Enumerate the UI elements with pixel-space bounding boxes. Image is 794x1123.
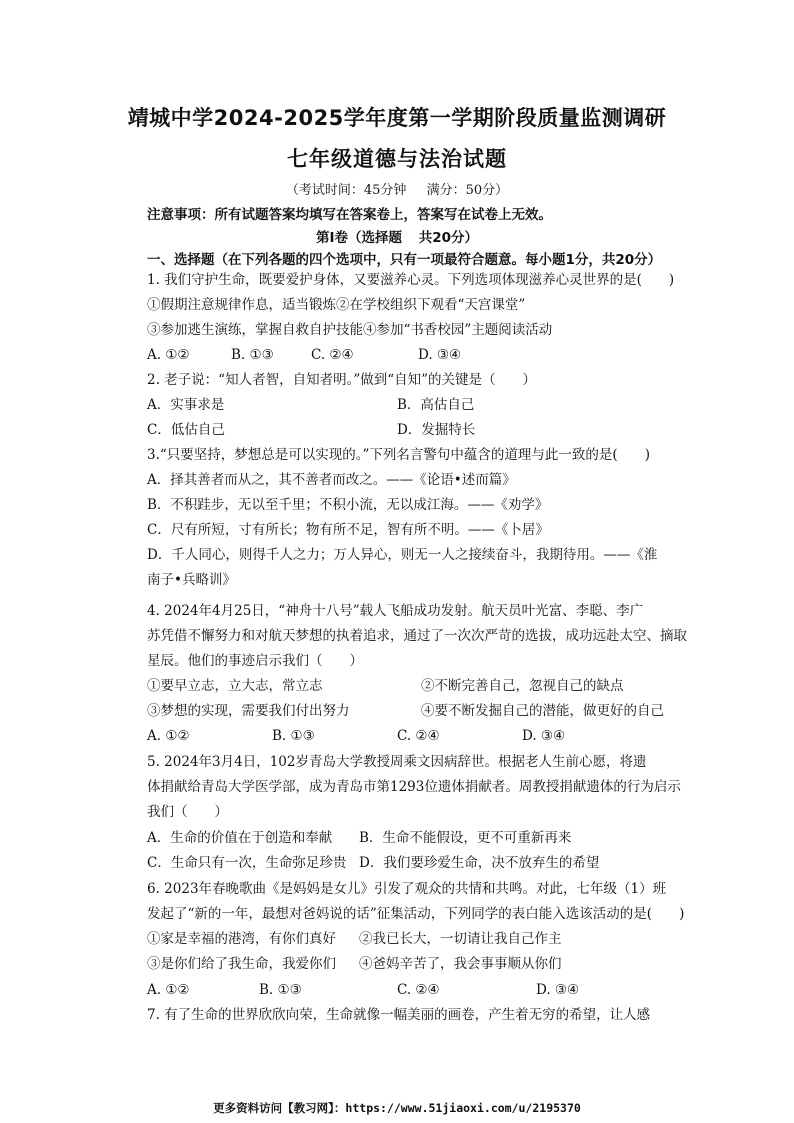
question-5-stem-cont: 我们（ ） bbox=[147, 804, 228, 820]
exam-time: （考试时间：45分钟 bbox=[285, 183, 407, 198]
question-4-statement: ②不断完善自己，忽视自己的缺点 bbox=[421, 678, 624, 694]
exam-title: 靖城中学2024-2025学年度第一学期阶段质量监测调研 bbox=[127, 106, 667, 130]
question-6-option-c: C. ②④ bbox=[397, 982, 440, 998]
question-4-statement: ①要早立志，立大志，常立志 bbox=[147, 678, 323, 694]
footer-link[interactable]: 更多资料访问【教习网】：https://www.51jiaoxi.com/u/2195370 bbox=[213, 1101, 581, 1115]
question-5-stem-cont: 体捐献给青岛大学医学部，成为青岛市第1293位遗体捐献者。周教授捐献遗体的行为启示 bbox=[147, 779, 681, 795]
question-4-option-a: A. ①② bbox=[147, 728, 190, 744]
question-2-option-b: B．高估自己 bbox=[397, 397, 475, 413]
question-2-option-c: C．低估自己 bbox=[147, 422, 225, 438]
question-3-stem: 3.“只要坚持，梦想总是可以实现的。”下列名言警句中蕴含的道理与此一致的是( ) bbox=[147, 447, 650, 463]
full-score: 满分：50分） bbox=[426, 183, 509, 198]
question-3-option-b: B．不积跬步，无以至千里；不积小流，无以成江海。——《劝学》 bbox=[147, 497, 549, 513]
question-2-option-a: A．实事求是 bbox=[147, 397, 225, 413]
question-6-option-d: D. ③④ bbox=[536, 982, 580, 998]
question-1-option-b: B. ①③ bbox=[231, 347, 274, 363]
question-5-option-d: D．我们要珍爱生命，决不放弃生的希望 bbox=[359, 855, 600, 871]
exam-subtitle: 七年级道德与法治试题 bbox=[287, 147, 507, 171]
question-2-option-d: D．发掘特长 bbox=[397, 422, 476, 438]
question-1-stem: 1. 我们守护生命，既要爱护身体，又要滋养心灵。下列选项体现滋养心灵世界的是( ) bbox=[147, 272, 675, 288]
question-1-statement: ③参加逃生演练，掌握自救自护技能④参加“书香校园”主题阅读活动 bbox=[147, 322, 553, 338]
question-1-option-c: C. ②④ bbox=[311, 347, 354, 363]
question-3-option-a: A．择其善者而从之，其不善者而改之。——《论语•述而篇》 bbox=[147, 472, 516, 488]
question-5-option-b: B．生命不能假设，更不可重新再来 bbox=[359, 830, 572, 846]
question-7-stem: 7. 有了生命的世界欣欣向荣，生命就像一幅美丽的画卷，产生着无穷的希望，让人感 bbox=[147, 1007, 651, 1023]
question-4-stem-cont: 苏凭借不懈努力和对航天梦想的执着追求，通过了一次次严苛的选拔，成功远赴太空、摘取 bbox=[147, 628, 687, 644]
question-4-statement: ③梦想的实现，需要我们付出努力 bbox=[147, 703, 350, 719]
question-6-option-b: B. ①③ bbox=[259, 982, 302, 998]
question-6-stem-cont: 发起了“新的一年，最想对爸妈说的话”征集活动，下列同学的表白能入选该活动的是( ) bbox=[147, 906, 685, 922]
question-3-option-c: C．尺有所短，寸有所长；物有所不足，智有所不明。——《卜居》 bbox=[147, 522, 549, 538]
question-4-stem: 4. 2024年4月25日，“神舟十八号”载人飞船成功发射。航天员叶光富、李聪、李广 bbox=[147, 603, 644, 619]
question-6-statement: ③是你们给了我生命，我爱你们 bbox=[147, 956, 336, 972]
exam-info bbox=[0, 179, 794, 198]
question-5-stem: 5. 2024年3月4日，102岁青岛大学教授周乘文因病辞世。根据老人生前心愿，将遗 bbox=[147, 754, 647, 770]
question-5-option-c: C．生命只有一次，生命弥足珍贵 bbox=[147, 855, 347, 871]
question-6-statement: ②我已长大，一切请让我自己作主 bbox=[359, 931, 562, 947]
question-4-option-b: B. ①③ bbox=[272, 728, 315, 744]
question-6-statement: ④爸妈辛苦了，我会事事顺从你们 bbox=[359, 956, 562, 972]
question-1-option-a: A. ①② bbox=[147, 347, 190, 363]
section-heading: 一、选择题（在下列各题的四个选项中，只有一项最符合题意。每小题1分，共20分） bbox=[147, 252, 662, 268]
question-6-statement: ①家是幸福的港湾，有你们真好 bbox=[147, 931, 336, 947]
question-4-option-c: C. ②④ bbox=[397, 728, 440, 744]
question-5-option-a: A．生命的价值在于创造和奉献 bbox=[147, 830, 333, 846]
question-1-statement: ①假期注意规律作息，适当锻炼②在学校组织下观看“天宫课堂” bbox=[147, 297, 526, 313]
question-4-stem-cont: 星辰。他们的事迹启示我们（ ） bbox=[147, 653, 363, 669]
question-2-stem: 2. 老子说：“知人者智，自知者明。”做到“自知”的关键是（ ） bbox=[147, 372, 537, 388]
question-6-option-a: A. ①② bbox=[147, 982, 190, 998]
part-heading bbox=[0, 226, 794, 246]
notice: 注意事项：所有试题答案均填写在答案卷上，答案写在试卷上无效。 bbox=[147, 207, 552, 223]
part-score: 共20分） bbox=[418, 230, 479, 246]
question-3-option-d-cont: 南子•兵略训》 bbox=[147, 572, 236, 588]
question-6-stem: 6. 2023年春晚歌曲《是妈妈是女儿》引发了观众的共情和共鸣。对此，七年级（1）班 bbox=[147, 881, 667, 897]
question-4-statement: ④要不断发掘自己的潜能，做更好的自己 bbox=[421, 703, 664, 719]
part-label: 第Ⅰ卷（选择题 bbox=[315, 230, 403, 246]
question-1-option-d: D. ③④ bbox=[418, 347, 462, 363]
question-3-option-d: D．千人同心，则得千人之力；万人异心，则无一人之接续奋斗，我期待用。——《淮 bbox=[147, 547, 658, 563]
question-4-option-d: D. ③④ bbox=[522, 728, 566, 744]
